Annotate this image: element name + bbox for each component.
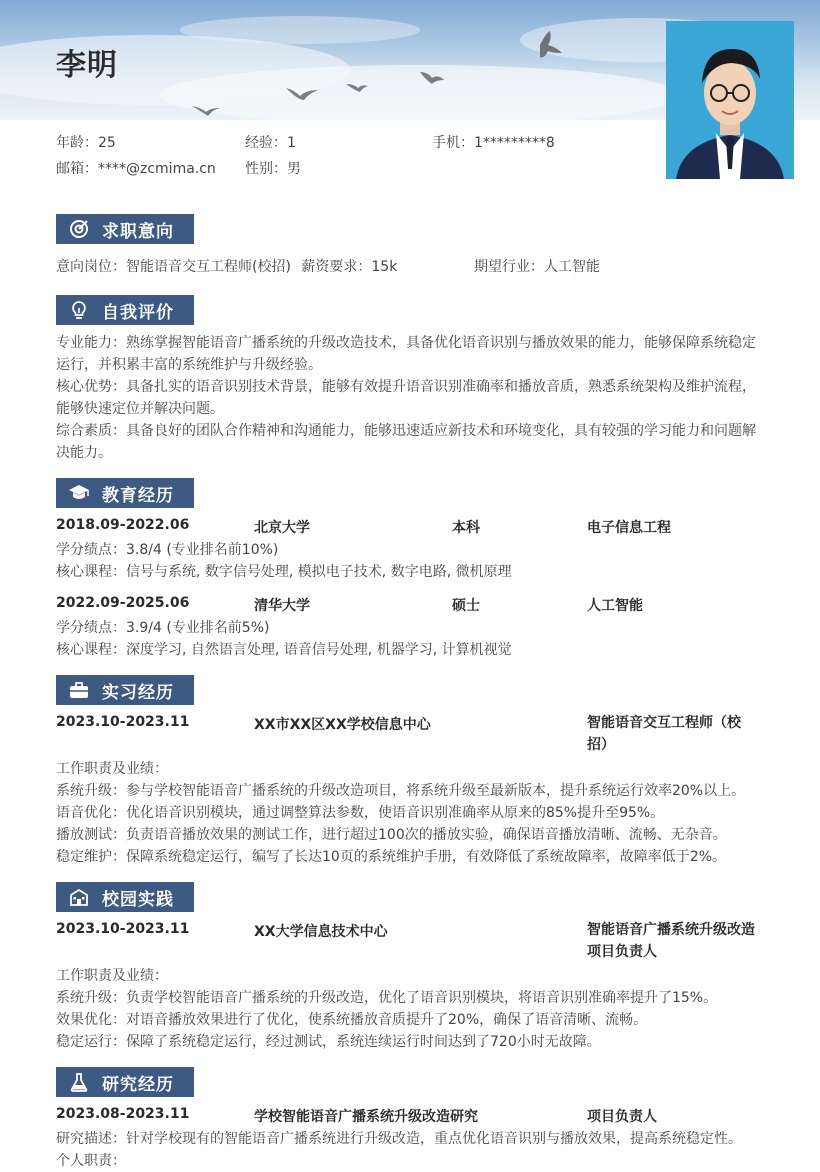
flask-icon bbox=[56, 1067, 102, 1097]
internship-line: 播放测试：负责语音播放效果的测试工作，进行超过100次的播放实验，确保语音播放清晰、流畅、无杂音。 bbox=[56, 827, 727, 843]
internship-details bbox=[56, 758, 766, 868]
profile-photo bbox=[666, 21, 794, 179]
section-title: 实习经历 bbox=[102, 682, 174, 703]
edu-gpa: 学分绩点：3.8/4 (专业排名前10%) bbox=[56, 542, 279, 558]
info-phone: 手机：1*********8 bbox=[432, 135, 555, 151]
section-header-campus bbox=[56, 882, 194, 912]
campus-entry-header bbox=[56, 921, 766, 965]
campus-line: 效果优化：对语音播放效果进行了优化，使系统播放音质提升了20%，确保了语音清晰、流畅。 bbox=[56, 1012, 648, 1028]
internship-entry-header bbox=[56, 714, 766, 758]
section-title: 求职意向 bbox=[102, 221, 174, 242]
edu-details bbox=[56, 617, 766, 661]
internship-line: 稳定维护：保障系统稳定运行，编写了长达10页的系统维护手册，有效降低了系统故障率，故障率低于2%。 bbox=[56, 849, 727, 865]
self-eval-line: 运行，并积累丰富的系统维护与升级经验。 bbox=[56, 357, 322, 373]
campus-details bbox=[56, 965, 766, 1053]
edu-major: 电子信息工程 bbox=[587, 520, 671, 536]
school-building-icon bbox=[56, 882, 102, 912]
internship-line: 语音优化：优化语音识别模块，通过调整算法参数，使语音识别准确率从原来的85%提升至95%。 bbox=[56, 805, 665, 821]
edu-period: 2022.09-2025.06 bbox=[56, 595, 190, 611]
campus-line: 稳定运行：保障了系统稳定运行，经过测试，系统连续运行时间达到了720小时无故障。 bbox=[56, 1034, 601, 1050]
campus-role bbox=[587, 919, 755, 963]
target-icon bbox=[56, 214, 102, 244]
graduation-cap-icon bbox=[56, 478, 102, 508]
section-title: 研究经历 bbox=[102, 1074, 174, 1095]
edu-courses: 核心课程：信号与系统, 数字信号处理, 模拟电子技术, 数字电路, 微机原理 bbox=[56, 564, 512, 580]
self-eval-line: 综合素质：具备良好的团队合作精神和沟通能力，能够迅速适应新技术和环境变化，具有较强的学习能力和问题解 bbox=[56, 423, 756, 439]
internship-role bbox=[587, 712, 741, 756]
campus-line: 工作职责及业绩： bbox=[56, 968, 168, 984]
self-eval-line: 核心优势：具备扎实的语音识别技术背景，能够有效提升语音识别准确率和播放音质，熟悉系统架构及维护流程， bbox=[56, 379, 756, 395]
internship-line: 工作职责及业绩： bbox=[56, 761, 168, 777]
info-age: 年龄：25 bbox=[56, 135, 116, 151]
section-header-self bbox=[56, 295, 194, 325]
self-eval-line: 专业能力：熟练掌握智能语音广播系统的升级改造技术，具备优化语音识别与播放效果的能力，能够保障系统稳定 bbox=[56, 335, 756, 351]
self-eval-text bbox=[56, 332, 766, 464]
research-project: 学校智能语音广播系统升级改造研究 bbox=[254, 1109, 478, 1125]
research-period: 2023.08-2023.11 bbox=[56, 1106, 190, 1122]
info-email: 邮箱：****@zcmima.cn bbox=[56, 161, 216, 177]
edu-period: 2018.09-2022.06 bbox=[56, 517, 190, 533]
section-title: 教育经历 bbox=[102, 485, 174, 506]
edu-courses: 核心课程：深度学习, 自然语言处理, 语音信号处理, 机器学习, 计算机视觉 bbox=[56, 642, 512, 658]
campus-role-line: 智能语音广播系统升级改造 bbox=[587, 922, 755, 938]
campus-role-line: 项目负责人 bbox=[587, 944, 657, 960]
internship-org: XX市XX区XX学校信息中心 bbox=[254, 717, 431, 733]
research-role: 项目负责人 bbox=[587, 1109, 657, 1125]
research-line: 个人职责： bbox=[56, 1153, 126, 1169]
self-eval-line: 能够快速定位并解决问题。 bbox=[56, 401, 224, 417]
edu-degree: 本科 bbox=[452, 520, 480, 536]
edu-school: 北京大学 bbox=[254, 520, 310, 536]
info-experience: 经验：1 bbox=[245, 135, 296, 151]
section-title: 校园实践 bbox=[102, 889, 174, 910]
internship-role-line: 智能语音交互工程师（校 bbox=[587, 715, 741, 731]
edu-degree: 硕士 bbox=[452, 598, 480, 614]
research-line: 研究描述：针对学校现有的智能语音广播系统进行升级改造，重点优化语音识别与播放效果，提高系统稳定性。 bbox=[56, 1131, 742, 1147]
intent-position: 意向岗位：智能语音交互工程师(校招) bbox=[56, 259, 291, 275]
info-gender: 性别：男 bbox=[245, 161, 301, 177]
internship-line: 系统升级：参与学校智能语音广播系统的升级改造项目，将系统升级至最新版本，提升系统运行效率20%以上。 bbox=[56, 783, 746, 799]
internship-role-line: 招） bbox=[587, 737, 615, 753]
campus-period: 2023.10-2023.11 bbox=[56, 921, 190, 937]
edu-details bbox=[56, 539, 766, 583]
intent-salary: 薪资要求：15k bbox=[301, 259, 398, 275]
edu-school: 清华大学 bbox=[254, 598, 310, 614]
lightbulb-icon bbox=[56, 295, 102, 325]
internship-period: 2023.10-2023.11 bbox=[56, 714, 190, 730]
edu-major: 人工智能 bbox=[587, 598, 643, 614]
campus-line: 系统升级：负责学校智能语音广播系统的升级改造，优化了语音识别模块，将语音识别准确率提升了15%。 bbox=[56, 990, 718, 1006]
section-header-education bbox=[56, 478, 194, 508]
campus-org: XX大学信息技术中心 bbox=[254, 924, 388, 940]
section-title: 自我评价 bbox=[102, 302, 174, 323]
section-header-intent bbox=[56, 214, 194, 244]
intent-industry: 期望行业：人工智能 bbox=[474, 259, 600, 275]
section-header-research bbox=[56, 1067, 194, 1097]
briefcase-icon bbox=[56, 675, 102, 705]
self-eval-line: 决能力。 bbox=[56, 445, 112, 461]
section-header-internship bbox=[56, 675, 194, 705]
intent-row bbox=[56, 256, 766, 278]
candidate-name: 李明 bbox=[56, 48, 118, 83]
research-details bbox=[56, 1128, 766, 1172]
edu-gpa: 学分绩点：3.9/4 (专业排名前5%) bbox=[56, 620, 270, 636]
